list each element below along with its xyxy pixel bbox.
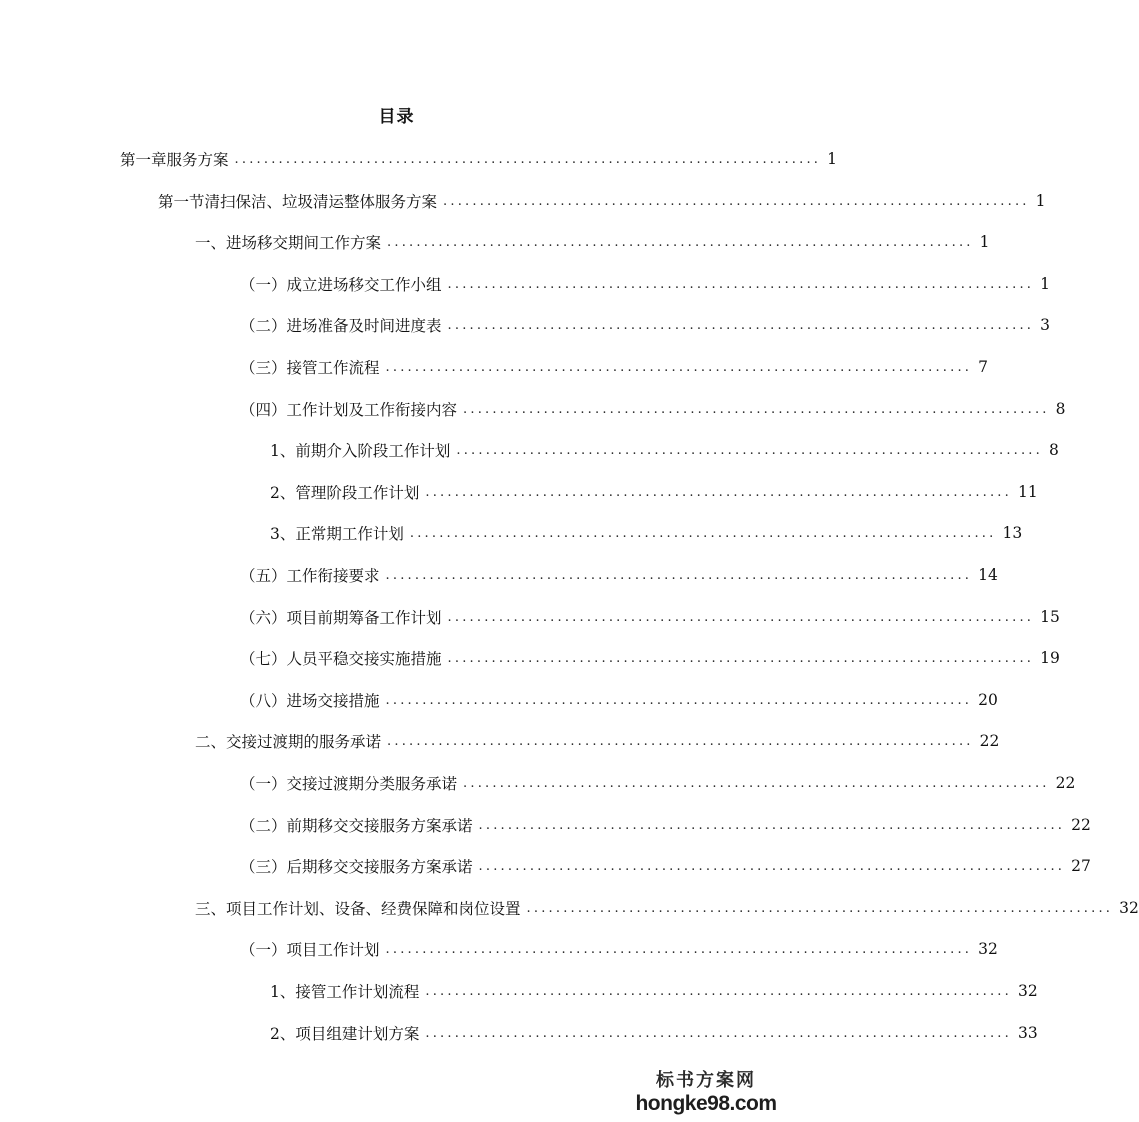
toc-entry-page: 22 <box>979 732 1000 750</box>
toc-entry-page: 8 <box>1048 441 1059 459</box>
toc-entry-text: 项目工作计划 <box>286 941 380 959</box>
toc-entry-number: （八） <box>240 692 287 710</box>
toc-entry[interactable] <box>240 606 1060 628</box>
toc-entry-leader: ................................................................................ <box>447 317 1035 333</box>
toc-entry[interactable] <box>240 855 1091 877</box>
toc-title: 目录 <box>378 107 415 127</box>
toc-entry-text: 后期移交交接服务方案承诺 <box>286 858 473 876</box>
toc-entry-number: 第一节 <box>158 193 205 211</box>
toc-entry[interactable] <box>240 772 1076 794</box>
toc-entry-text: 项目组建计划方案 <box>295 1025 420 1043</box>
toc-entry-leader: ................................................................................ <box>526 900 1114 916</box>
toc-entry-number: 1、 <box>270 442 296 460</box>
toc-entry-page: 22 <box>1071 816 1091 834</box>
toc-entry-page: 1 <box>1040 275 1050 293</box>
toc-entry-leader: ................................................................................ <box>425 484 1012 500</box>
toc-entry[interactable] <box>240 647 1060 669</box>
toc-entry-page: 20 <box>978 691 998 709</box>
toc-entry-page: 32 <box>1017 982 1038 1000</box>
toc-entry-number: 二、 <box>195 733 227 751</box>
toc-entry[interactable] <box>158 190 1046 212</box>
toc-entry-number: （三） <box>240 858 287 876</box>
toc-entry-text: 管理阶段工作计划 <box>295 484 420 502</box>
toc-entry-page: 8 <box>1055 400 1066 418</box>
toc-entry-page: 1 <box>827 150 837 168</box>
toc-entry-leader: ................................................................................ <box>425 983 1012 999</box>
toc-entry[interactable] <box>270 522 1023 544</box>
toc-entry-leader: ................................................................................ <box>234 151 822 167</box>
watermark-en: hongke98.com <box>635 1092 777 1115</box>
toc-entry[interactable] <box>270 1022 1038 1044</box>
toc-entry-leader: ................................................................................ <box>385 567 973 583</box>
toc-entry-leader: ................................................................................ <box>447 650 1035 666</box>
toc-entry-leader: ................................................................................ <box>385 692 973 708</box>
toc-entry-text: 项目工作计划、设备、经费保障和岗位设置 <box>226 900 521 918</box>
toc-entry-leader: ................................................................................ <box>456 442 1043 458</box>
toc-entry-number: 1、 <box>270 983 296 1001</box>
toc-entry-number: （三） <box>240 359 287 377</box>
toc-entry[interactable] <box>270 439 1059 461</box>
toc-entry-leader: ................................................................................ <box>443 193 1030 209</box>
toc-entry-text: 前期移交交接服务方案承诺 <box>286 817 473 835</box>
toc-entry[interactable] <box>240 938 998 960</box>
toc-entry-page: 14 <box>978 566 998 584</box>
toc-entry-page: 15 <box>1040 608 1060 626</box>
toc-entry-leader: ................................................................................ <box>463 401 1050 417</box>
toc-entry[interactable] <box>120 148 837 170</box>
toc-entry-text: 接管工作计划流程 <box>295 983 420 1001</box>
toc-entry-number: 2、 <box>270 1025 296 1043</box>
toc-entry-leader: ................................................................................ <box>447 609 1035 625</box>
toc-entry-page: 3 <box>1040 316 1050 334</box>
toc-entry[interactable] <box>195 897 1139 919</box>
toc-entry-number: （六） <box>240 609 287 627</box>
toc-entry-text: 工作计划及工作衔接内容 <box>286 401 458 419</box>
toc-entry-number: （一） <box>240 276 287 294</box>
toc-entry-text: 正常期工作计划 <box>295 525 404 543</box>
toc-entry-page: 32 <box>978 940 998 958</box>
toc-entry-text: 人员平稳交接实施措施 <box>286 650 442 668</box>
toc-entry-text: 交接过渡期的服务承诺 <box>226 733 382 751</box>
toc-entry[interactable] <box>240 689 998 711</box>
toc-entry-number: （五） <box>240 567 287 585</box>
toc-entry-leader: ................................................................................ <box>463 775 1050 791</box>
watermark-logo <box>631 1066 781 1116</box>
toc-entry-page: 27 <box>1071 857 1091 875</box>
toc-entry[interactable] <box>240 814 1091 836</box>
toc-entry[interactable] <box>195 730 1000 752</box>
toc-entry-leader: ................................................................................ <box>425 1025 1012 1041</box>
toc-entry-leader: ................................................................................ <box>387 733 974 749</box>
toc-entry-leader: ................................................................................ <box>478 817 1066 833</box>
toc-entry-text: 清扫保洁、垃圾清运整体服务方案 <box>204 193 438 211</box>
toc-entry-number: 一、 <box>195 234 227 252</box>
toc-entry-leader: ................................................................................ <box>385 359 973 375</box>
toc-entry-text: 进场准备及时间进度表 <box>286 317 442 335</box>
toc-entry-number: 三、 <box>195 900 227 918</box>
toc-entry-number: （一） <box>240 775 287 793</box>
toc-entry-text: 服务方案 <box>166 151 229 169</box>
toc-entry-text: 进场交接措施 <box>286 692 380 710</box>
toc-entry-number: （一） <box>240 941 287 959</box>
toc-entry-text: 成立进场移交工作小组 <box>286 276 442 294</box>
toc-entry[interactable] <box>240 314 1050 336</box>
toc-entry-number: （二） <box>240 317 287 335</box>
toc-entry-number: 第一章 <box>120 151 167 169</box>
toc-entry[interactable] <box>240 564 998 586</box>
toc-entry-page: 32 <box>1119 899 1139 917</box>
toc-entry-number: 3、 <box>270 525 296 543</box>
toc-entry-leader: ................................................................................ <box>409 525 997 541</box>
toc-entry-page: 7 <box>978 358 988 376</box>
toc-entry-leader: ................................................................................ <box>478 858 1066 874</box>
toc-entry[interactable] <box>270 481 1038 503</box>
toc-entry-leader: ................................................................................ <box>447 276 1035 292</box>
toc-entry-text: 进场移交期间工作方案 <box>226 234 382 252</box>
toc-entry-text: 接管工作流程 <box>286 359 380 377</box>
toc-entry-number: （四） <box>240 401 287 419</box>
toc-entry[interactable] <box>240 398 1066 420</box>
toc-entry-page: 22 <box>1055 774 1076 792</box>
toc-entry-page: 33 <box>1017 1024 1038 1042</box>
toc-entry-text: 项目前期筹备工作计划 <box>286 609 442 627</box>
toc-entry-text: 前期介入阶段工作计划 <box>295 442 451 460</box>
toc-entry-page: 1 <box>979 233 990 251</box>
toc-entry-page: 11 <box>1017 483 1038 501</box>
toc-entry-page: 1 <box>1035 192 1046 210</box>
toc-entry[interactable] <box>240 356 988 378</box>
toc-entry[interactable] <box>195 231 990 253</box>
toc-entry-leader: ................................................................................ <box>387 234 974 250</box>
toc-entry-page: 19 <box>1040 649 1060 667</box>
toc-entry-text: 交接过渡期分类服务承诺 <box>286 775 458 793</box>
toc-entry-number: （二） <box>240 817 287 835</box>
toc-entry-number: 2、 <box>270 484 296 502</box>
toc-entry-leader: ................................................................................ <box>385 941 973 957</box>
toc-entry-number: （七） <box>240 650 287 668</box>
toc-entry-page: 13 <box>1002 524 1023 542</box>
toc-entry[interactable] <box>240 273 1050 295</box>
watermark-cn: 标书方案网 <box>656 1070 756 1090</box>
toc-entry[interactable] <box>270 980 1038 1002</box>
toc-entry-text: 工作衔接要求 <box>286 567 380 585</box>
